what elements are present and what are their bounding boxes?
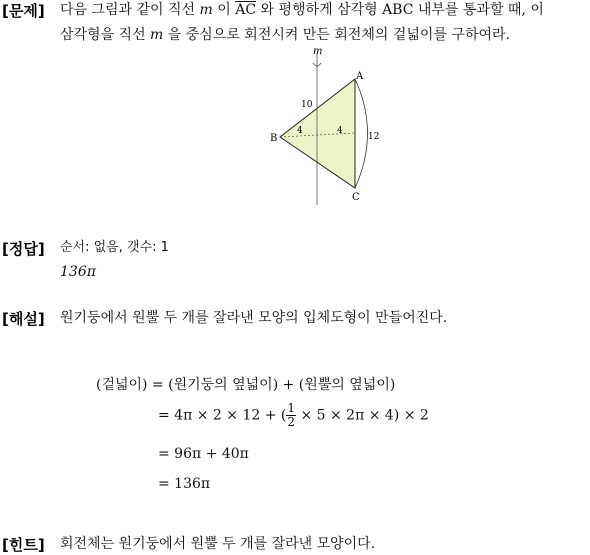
hint-text: 회전체는 원기둥에서 원뿔 두 개를 잘라낸 모양이다. [60, 536, 376, 552]
equation-line-1: (겉넓이) = (원기둥의 옆넓이) + (원뿔의 옆넓이) [96, 377, 396, 393]
problem-text: 와 평행하게 삼각형 ABC 내부를 통과할 때, 이 [256, 2, 544, 18]
explanation-tag: [해설] [2, 310, 45, 328]
hint-tag: [힌트] [2, 536, 45, 554]
line-m-symbol: m [150, 27, 164, 43]
answer-line-1: 순서: 없음, 갯수: 1 [60, 240, 169, 255]
fraction-one-half [286, 402, 296, 429]
problem-text: 을 중심으로 회전시켜 만든 회전체의 겉넓이를 구하여라. [163, 27, 510, 43]
problem-text: 삼각형을 직선 [60, 27, 151, 43]
label-a: A [356, 71, 364, 82]
fraction-denominator: 2 [287, 415, 296, 429]
problem-line-1 [60, 0, 544, 20]
label-length-ab: 10 [301, 100, 313, 110]
label-b: B [270, 133, 278, 144]
equation-part: = 4π × 2 × 12 + ( [158, 407, 287, 424]
arc-ac [355, 79, 368, 188]
label-length-ac: 12 [368, 132, 380, 142]
problem-text: 이 [212, 2, 236, 18]
triangle-figure [260, 45, 400, 210]
answer-tag: [정답] [2, 240, 45, 258]
label-m: m [313, 46, 323, 57]
equation-line-4: = 136π [158, 476, 211, 492]
answer-value: 136π [60, 264, 96, 280]
label-c: C [352, 192, 360, 203]
explanation-text: 원기둥에서 원뿔 두 개를 잘라낸 모양의 입체도형이 만들어진다. [60, 310, 448, 326]
segment-ac: $\overline{AC}$ [235, 2, 257, 18]
line-m-symbol: m [199, 2, 213, 18]
problem-text: 다음 그림과 같이 직선 [60, 2, 200, 18]
triangle-abc [280, 79, 355, 188]
equation-line-2 [158, 402, 429, 429]
label-seg-right: 4 [337, 126, 343, 136]
label-seg-left: 4 [297, 126, 303, 136]
problem-tag: [문제] [2, 2, 45, 20]
problem-line-2 [60, 25, 510, 45]
fraction-numerator: 1 [287, 401, 296, 415]
equation-part: × 5 × 2π × 4) × 2 [296, 407, 429, 424]
equation-line-3: = 96π + 40π [158, 446, 249, 462]
